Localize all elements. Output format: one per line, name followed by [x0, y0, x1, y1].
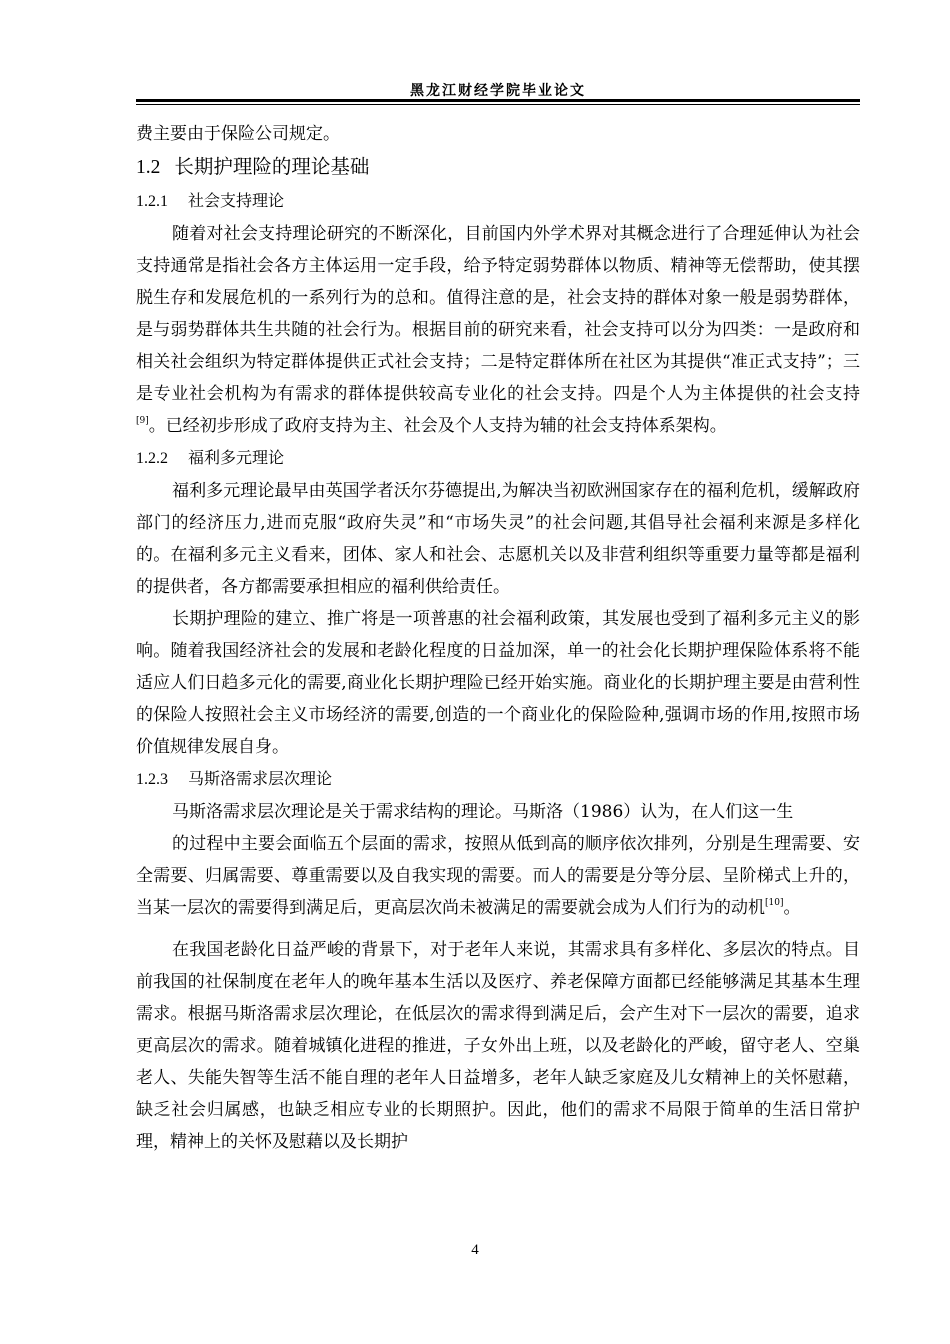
paragraph-text: 随着对社会支持理论研究的不断深化，目前国内外学术界对其概念进行了合理延伸认为社会支持通常是指社会各方主体运用一定手段，给予特定弱势群体以物质、精神等无偿帮助，使其摆脱生存和发展危机的一系列行为的总和。值得注意的是，社会支持的群体对象一般是弱势群体，是与弱势群体共生共随的社会行为。根据目前的研究来看，社会支持可以分为四类：一是政府和相关社会组织为特定群体提供正式社会支持；二是特定群体所在社区为其提供“准正式支持”；三是专业社会机构为有需求的群体提供较高专业化的社会支持。四是个人为主体提供的社会支持 — [136, 224, 860, 404]
subsection-title: 社会支持理论 — [188, 191, 285, 210]
intro-paragraph: 费主要由于保险公司规定。 — [136, 124, 340, 144]
paragraph-line: 马斯洛需求层次理论是关于需求结构的理论。马斯洛（1986）认为，在人们这一生 — [172, 802, 794, 822]
subsection-heading-3 — [136, 763, 860, 796]
section-title: 长期护理险的理论基础 — [174, 155, 370, 178]
paragraph-text: 的过程中主要会面临五个层面的需求，按照从低到高的顺序依次排列，分别是生理需要、安全需要、归属需要、尊重需要以及自我实现的需要。而人的需要是分等分层、呈阶梯式上升的，当某一层次的需要得到满足后，更高层次尚未被满足的需要就会成为人们行为的动机 — [136, 834, 860, 918]
paragraph: 福利多元理论最早由英国学者沃尔芬德提出,为解决当初欧洲国家存在的福利危机，缓解政府部门的经济压力,进而克服“政府失灵”和“市场失灵”的社会问题,其倡导社会福利来源是多样化的。在福利多元主义看来，团体、家人和社会、志愿机关以及非营利组织等重要力量等都是福利的提供者，各方都需要承担相应的福利供给责任。 — [136, 481, 860, 597]
subsection-number: 1.2.3 — [136, 771, 168, 788]
subsection-title: 福利多元理论 — [188, 448, 285, 467]
paragraph-text: 。 — [783, 898, 801, 918]
paragraph — [136, 828, 860, 924]
page-number: 4 — [471, 1242, 479, 1258]
subsection-heading-2 — [136, 442, 860, 475]
section-heading — [136, 150, 860, 185]
paragraph-text: 。已经初步形成了政府支持为主、社会及个人支持为辅的社会支持体系架构。 — [148, 416, 727, 436]
subsection-heading-1 — [136, 185, 860, 218]
subsection-title: 马斯洛需求层次理论 — [188, 769, 333, 788]
citation-ref: [9] — [136, 416, 149, 426]
header-rule-thick — [136, 99, 860, 102]
subsection-number: 1.2.2 — [136, 450, 168, 467]
page-body — [136, 118, 860, 1158]
running-header: 黑龙江财经学院毕业论文 — [410, 83, 586, 99]
section-number: 1.2 — [136, 157, 161, 178]
header-rule-thin — [136, 104, 860, 105]
citation-ref: [10] — [765, 898, 784, 908]
paragraph — [136, 218, 860, 442]
paragraph: 在我国老龄化日益严峻的背景下，对于老年人来说，其需求具有多样化、多层次的特点。目前我国的社保制度在老年人的晚年基本生活以及医疗、养老保障方面都已经能够满足其基本生理需求。根据马斯洛需求层次理论，在低层次的需求得到满足后，会产生对下一层次的需要，追求更高层次的需求。随着城镇化进程的推进，子女外出上班，以及老龄化的严峻，留守老人、空巢老人、失能失智等生活不能自理的老年人日益增多，老年人缺乏家庭及儿女精神上的关怀慰藉，缺乏社会归属感，也缺乏相应专业的长期照护。因此，他们的需求不局限于简单的生活日常护理，精神上的关怀及慰藉以及长期护 — [136, 940, 860, 1152]
subsection-number: 1.2.1 — [136, 193, 168, 210]
paragraph: 长期护理险的建立、推广将是一项普惠的社会福利政策，其发展也受到了福利多元主义的影响。随着我国经济社会的发展和老龄化程度的日益加深，单一的社会化长期护理保险体系将不能适应人们日趋多元化的需要,商业化长期护理险已经开始实施。商业化的长期护理主要是由营利性的保险人按照社会主义市场经济的需要,创造的一个商业化的保险险种,强调市场的作用,按照市场价值规律发展自身。 — [136, 609, 860, 757]
